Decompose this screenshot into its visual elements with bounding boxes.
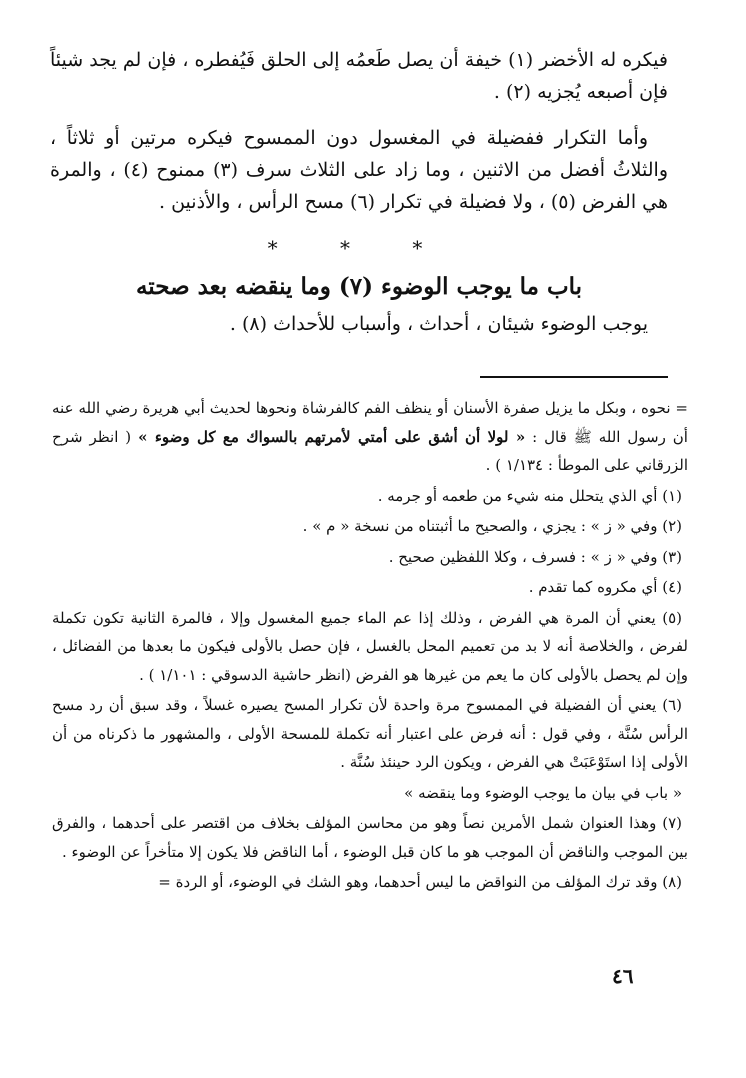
- paragraph-repetition: وأما التكرار ففضيلة في المغسول دون الممسوح فيكره مرتين أو ثلاثاً ، والثلاثُ أفضل من الاثنين ، وما زاد على الثلاث سرف (٣) ممنوح (٤) ، والمرة هي الفرض (٥) ، ولا فضيلة في تكرار (٦) مسح الرأس ، والأذنين .: [50, 127, 668, 213]
- footnote-citation: ( انظر شرح الزرقاني على الموطأ : ١/١٣٤ ) .: [52, 427, 688, 474]
- page-number: ٤٦: [612, 964, 634, 988]
- footnotes: [52, 394, 688, 899]
- paragraph-miswak: فيكره له الأخضر (١) خيفة أن يصل طَعمُه إلى الحلق فَيُفطره ، فإن لم يجد شيئاً فإن أصبعه يُجزيه (٢) .: [50, 49, 668, 103]
- footnote-4: (٤) أي مكروه كما تقدم .: [528, 578, 682, 596]
- hadith-quote: « لولا أن أشق على أمتي لأمرتهم بالسواك مع كل وضوء »: [138, 427, 526, 446]
- section-divider-stars: * * *: [267, 236, 451, 260]
- footnote-7: (٧) وهذا العنوان شمل الأمرين نصاً وهو من محاسن المؤلف بخلاف من اقتصر على أحدهما ، والفرق بين الموجب والناقض أن الموجب هو ما كان قبل الوضوء ، أما الناقض فلا يكون إلا متأخراً عن الوضوء .: [52, 814, 688, 861]
- main-text: [50, 44, 668, 354]
- footnote-2: (٢) وفي « ز » : يجزي ، والصحيح ما أثبتناه من نسخة « م » .: [302, 517, 682, 535]
- footnote-chapter-reference: « باب في بيان ما يوجب الوضوء وما ينقضه »: [404, 783, 682, 802]
- footnote-6: (٦) يعني أن الفضيلة في الممسوح مرة واحدة لأن تكرار المسح يصيره غسلاً ، وقد سبق أن رد مسح الرأس سُنَّة ، وفي قول : أنه فرض على اعتبار أنه تكملة للمسحة الأولى ، والمشهور ما ذكرناه من أن الأولى إذا استَوْعَبَتْ هي الفرض ، ويكون الرد حينئذ سُنَّة .: [52, 696, 688, 771]
- paragraph-wudu-requirements: يوجب الوضوء شيئان ، أحداث ، وأسباب للأحداث (٨) .: [229, 313, 648, 335]
- footnote-continuation-text: = نحوه ، وبكل ما يزيل صفرة الأسنان أو ينظف الفم كالفرشاة ونحوها لحديث أبي هريرة رضي الله عنه أن رسول الله ﷺ قال :: [52, 399, 688, 446]
- footnote-5: (٥) يعني أن المرة هي الفرض ، وذلك إذا عم الماء جميع المغسول وإلا ، فالمرة الثانية تكون تكملة لفرض ، والخلاصة أنه لا بد من تعميم المحل بالغسل ، فإن حصل بالأولى فيكون ما بعدها من الفضائل ، وإن لم يحصل بالأولى كان ما يعم من غيرها هو الفرض (انظر حاشية الدسوقي : ١/١٠١ ) .: [52, 608, 688, 684]
- footnote-8: (٨) وقد ترك المؤلف من النواقض ما ليس أحدهما، وهو الشك في الوضوء، أو الردة =: [158, 873, 682, 891]
- chapter-title: باب ما يوجب الوضوء (٧) وما ينقضه بعد صحته: [135, 273, 583, 300]
- footnote-1: (١) أي الذي يتحلل منه شيء من طعمه أو جرمه .: [377, 486, 682, 505]
- footnote-3: (٣) وفي « ز » : فسرف ، وكلا اللفظين صحيح .: [388, 547, 682, 566]
- footnote-separator: [480, 376, 668, 378]
- footnote-continuation: [52, 394, 688, 480]
